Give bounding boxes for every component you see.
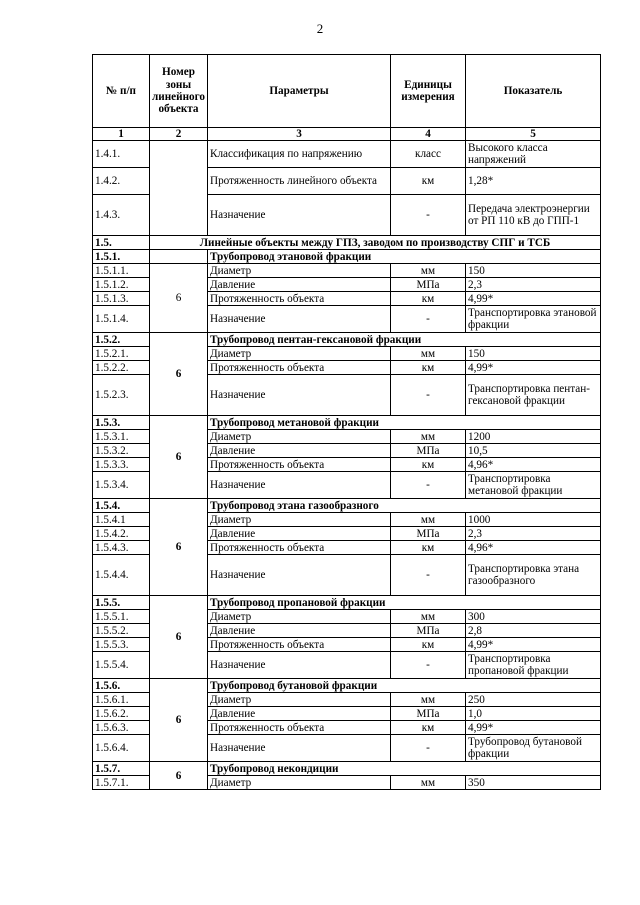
subsection-number: 1.5.6.: [93, 679, 150, 693]
parameter-cell: Давление: [208, 707, 391, 721]
parameters-table: [92, 54, 601, 790]
parameter-cell: Протяженность объекта: [208, 361, 391, 375]
section-title: Линейные объекты между ГПЗ, заводом по производству СПГ и ТСБ: [150, 236, 601, 250]
value-cell: 4,99*: [466, 361, 601, 375]
unit-cell: км: [391, 541, 466, 555]
value-cell: 10,5: [466, 444, 601, 458]
header-params: Параметры: [208, 55, 391, 128]
subsection-number: 1.5.3.: [93, 416, 150, 430]
section-number: 1.5.: [93, 236, 150, 250]
row-number: 1.5.3.3.: [93, 458, 150, 472]
parameter-cell: Диаметр: [208, 693, 391, 707]
row-number: 1.5.6.2.: [93, 707, 150, 721]
unit-cell: МПа: [391, 444, 466, 458]
zone-cell: 6: [150, 679, 208, 762]
subsection-number: 1.5.2.: [93, 333, 150, 347]
value-cell: Передача электроэнергии от РП 110 кВ до ГПП-1: [466, 195, 601, 236]
row-number: 1.5.7.1.: [93, 776, 150, 790]
value-cell: Высокого класса напряжений: [466, 141, 601, 168]
unit-cell: км: [391, 361, 466, 375]
header-num: № п/п: [93, 55, 150, 128]
subsection-number: 1.5.1.: [93, 250, 150, 264]
value-cell: 250: [466, 693, 601, 707]
subsection-title: Трубопровод пентан-гексановой фракции: [208, 333, 601, 347]
unit-cell: -: [391, 555, 466, 596]
unit-cell: мм: [391, 610, 466, 624]
unit-cell: МПа: [391, 707, 466, 721]
value-cell: 350: [466, 776, 601, 790]
row-number: 1.5.3.2.: [93, 444, 150, 458]
parameter-cell: Протяженность объекта: [208, 721, 391, 735]
unit-cell: км: [391, 458, 466, 472]
unit-cell: мм: [391, 430, 466, 444]
unit-cell: мм: [391, 264, 466, 278]
parameter-cell: Давление: [208, 527, 391, 541]
zone-cell: 6: [150, 333, 208, 416]
row-number: 1.5.5.2.: [93, 624, 150, 638]
value-cell: 4,99*: [466, 721, 601, 735]
subsection-title: Трубопровод некондиции: [208, 762, 601, 776]
parameter-cell: Протяженность объекта: [208, 458, 391, 472]
value-cell: 150: [466, 347, 601, 361]
row-number: 1.5.1.2.: [93, 278, 150, 292]
section-row: [93, 236, 601, 250]
zone-cell: 6: [150, 596, 208, 679]
parameter-cell: Назначение: [208, 375, 391, 416]
parameter-cell: Классификация по напряжению: [208, 141, 391, 168]
unit-cell: -: [391, 306, 466, 333]
parameter-cell: Протяженность линейного объекта: [208, 168, 391, 195]
value-cell: 1000: [466, 513, 601, 527]
value-cell: Трубопровод бутановой фракции: [466, 735, 601, 762]
unit-cell: мм: [391, 347, 466, 361]
value-cell: Транспортировка пропановой фракции: [466, 652, 601, 679]
row-number: 1.5.1.3.: [93, 292, 150, 306]
row-number: 1.5.2.2.: [93, 361, 150, 375]
subsection-row: [93, 762, 601, 776]
row-number: 1.5.6.3.: [93, 721, 150, 735]
parameter-cell: Назначение: [208, 555, 391, 596]
row-number: 1.5.4.2.: [93, 527, 150, 541]
zone-cell: 6: [150, 264, 208, 333]
subsection-row: [93, 499, 601, 513]
subsection-number: 1.5.5.: [93, 596, 150, 610]
unit-cell: -: [391, 652, 466, 679]
subsection-title: Трубопровод метановой фракции: [208, 416, 601, 430]
zone-cell: 6: [150, 416, 208, 499]
subsection-row: [93, 596, 601, 610]
value-cell: Транспортировка этановой фракции: [466, 306, 601, 333]
parameter-cell: Назначение: [208, 735, 391, 762]
value-cell: 4,99*: [466, 292, 601, 306]
value-cell: 2,3: [466, 278, 601, 292]
header-value: Показатель: [466, 55, 601, 128]
parameter-cell: Протяженность объекта: [208, 638, 391, 652]
parameter-cell: Протяженность объекта: [208, 292, 391, 306]
row-number: 1.5.5.1.: [93, 610, 150, 624]
value-cell: 1200: [466, 430, 601, 444]
zone-cell: 6: [150, 762, 208, 790]
zone-cell: [150, 250, 208, 264]
subsection-number: 1.5.7.: [93, 762, 150, 776]
subsection-row: [93, 250, 601, 264]
parameter-cell: Диаметр: [208, 513, 391, 527]
subsection-row: [93, 679, 601, 693]
header-units: Единицы измерения: [391, 55, 466, 128]
subsection-row: [93, 416, 601, 430]
unit-cell: мм: [391, 693, 466, 707]
row-number: 1.5.4.1: [93, 513, 150, 527]
parameter-cell: Давление: [208, 444, 391, 458]
unit-cell: -: [391, 472, 466, 499]
row-number: 1.5.4.4.: [93, 555, 150, 596]
value-cell: 300: [466, 610, 601, 624]
unit-cell: мм: [391, 776, 466, 790]
column-number: 4: [391, 128, 466, 141]
row-number: 1.5.3.1.: [93, 430, 150, 444]
unit-cell: -: [391, 735, 466, 762]
column-number: 2: [150, 128, 208, 141]
row-number: 1.5.1.4.: [93, 306, 150, 333]
row-number: 1.5.5.4.: [93, 652, 150, 679]
unit-cell: МПа: [391, 624, 466, 638]
parameter-cell: Назначение: [208, 306, 391, 333]
subsection-title: Трубопровод этана газообразного: [208, 499, 601, 513]
row-number: 1.4.1.: [93, 141, 150, 168]
unit-cell: км: [391, 168, 466, 195]
subsection-title: Трубопровод пропановой фракции: [208, 596, 601, 610]
value-cell: 1,28*: [466, 168, 601, 195]
parameter-cell: Давление: [208, 278, 391, 292]
subsection-title: Трубопровод этановой фракции: [208, 250, 601, 264]
unit-cell: км: [391, 721, 466, 735]
row-number: 1.5.4.3.: [93, 541, 150, 555]
table-header-row: [93, 55, 601, 128]
page-number: 2: [316, 21, 324, 36]
zone-cell: [150, 141, 208, 236]
column-number: 5: [466, 128, 601, 141]
value-cell: 2,8: [466, 624, 601, 638]
value-cell: Транспортировка пентан-гексановой фракции: [466, 375, 601, 416]
row-number: 1.5.6.4.: [93, 735, 150, 762]
value-cell: 4,99*: [466, 638, 601, 652]
subsection-row: [93, 333, 601, 347]
row-number: 1.4.3.: [93, 195, 150, 236]
value-cell: 2,3: [466, 527, 601, 541]
value-cell: Транспортировка этана газообразного: [466, 555, 601, 596]
table-row: [93, 264, 601, 278]
parameter-cell: Назначение: [208, 195, 391, 236]
unit-cell: МПа: [391, 527, 466, 541]
row-number: 1.5.3.4.: [93, 472, 150, 499]
value-cell: 4,96*: [466, 541, 601, 555]
table-row: [93, 141, 601, 168]
row-number: 1.5.6.1.: [93, 693, 150, 707]
row-number: 1.5.2.3.: [93, 375, 150, 416]
unit-cell: км: [391, 292, 466, 306]
parameter-cell: Давление: [208, 624, 391, 638]
value-cell: 1,0: [466, 707, 601, 721]
value-cell: 150: [466, 264, 601, 278]
row-number: 1.5.5.3.: [93, 638, 150, 652]
parameter-cell: Назначение: [208, 472, 391, 499]
row-number: 1.5.2.1.: [93, 347, 150, 361]
column-number: 3: [208, 128, 391, 141]
unit-cell: -: [391, 375, 466, 416]
value-cell: 4,96*: [466, 458, 601, 472]
parameter-cell: Диаметр: [208, 610, 391, 624]
unit-cell: -: [391, 195, 466, 236]
subsection-number: 1.5.4.: [93, 499, 150, 513]
column-number-row: [93, 128, 601, 141]
parameter-cell: Диаметр: [208, 430, 391, 444]
value-cell: Транспортировка метановой фракции: [466, 472, 601, 499]
parameter-cell: Диаметр: [208, 776, 391, 790]
unit-cell: км: [391, 638, 466, 652]
row-number: 1.4.2.: [93, 168, 150, 195]
unit-cell: класс: [391, 141, 466, 168]
subsection-title: Трубопровод бутановой фракции: [208, 679, 601, 693]
zone-cell: 6: [150, 499, 208, 596]
unit-cell: МПа: [391, 278, 466, 292]
parameter-cell: Протяженность объекта: [208, 541, 391, 555]
unit-cell: мм: [391, 513, 466, 527]
column-number: 1: [93, 128, 150, 141]
header-zone: Номер зоны линейного объекта: [150, 55, 208, 128]
parameter-cell: Диаметр: [208, 347, 391, 361]
parameter-cell: Назначение: [208, 652, 391, 679]
row-number: 1.5.1.1.: [93, 264, 150, 278]
parameter-cell: Диаметр: [208, 264, 391, 278]
